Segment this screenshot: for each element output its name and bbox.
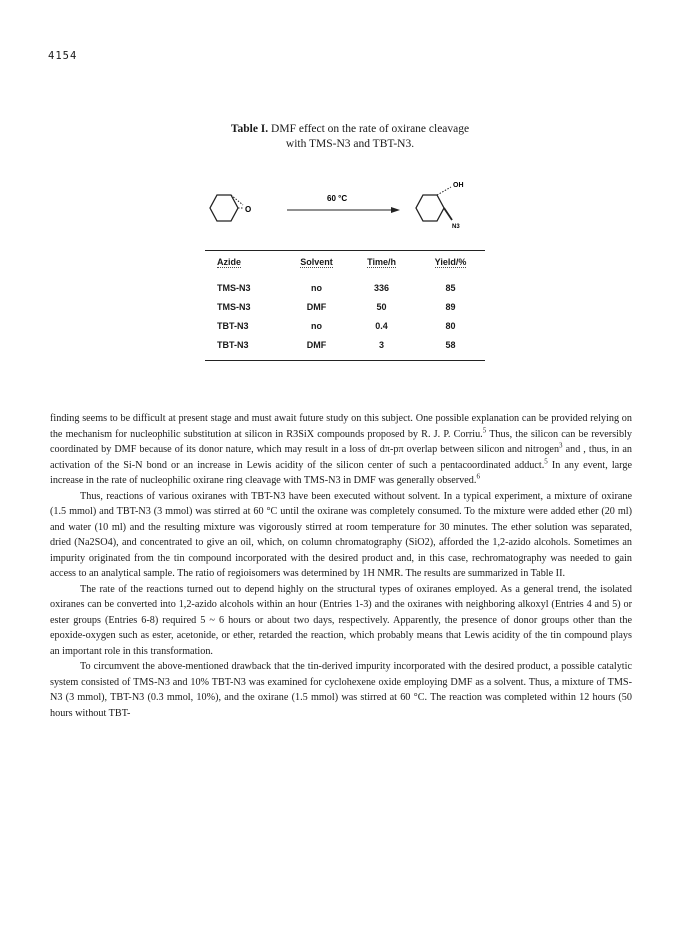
body-text	[50, 411, 632, 721]
product-n3-label: N3	[452, 224, 460, 230]
header-solvent: Solvent	[300, 257, 333, 267]
table-label: Table I.	[230, 123, 269, 135]
reaction-scheme	[195, 175, 495, 245]
table-bottom-rule	[205, 360, 485, 361]
cell-yield: 89	[445, 301, 456, 312]
paragraph-2: Thus, reactions of various oxiranes with TBT-N3 have been executed without solvent. In a typical experiment, a mixture of oxirane (1.5 mmol) and TBT-N3 (3 mmol) was stirred at 60 °C until the oxirane was completely consumed. To the mixture were added ether (20 ml) and water (10 ml) and the resulting mixture was vigorously stirred at room temperature for 30 minutes. The ether solution was separated, dried (Na2SO4), and concentrated to give an oil, which, on column chromatography (SiO2), afforded the 1,2-azido alcohols. Sometimes an impurity originated from the tin compound incorporated with the desired product and, in this case, rechromatography was needed to gain access to an analytical sample. The ratio of regioisomers was determined by 1H NMR. The results are summarized in Table II.	[50, 490, 632, 579]
p1-part-d: In any event, large increase in the rate of nucleophilic oxirane ring cleavage with TMS-N3 in DMF was generally observed.	[50, 459, 632, 486]
cell-yield: 58	[445, 339, 456, 350]
cell-azide: TMS-N3	[217, 282, 251, 293]
paragraph-3: The rate of the reactions turned out to depend highly on the structural types of oxiranes employed. As a general trend, the isolated oxiranes can be converted into 1,2-azido alcohols within an hour (Entries 1-3) and the oxiranes with neighboring alkoxyl (Entries 4 and 5) or ester groups (Entries 6-8) required 5 ~ 6 hours or about two days, respectively. Apparently, the presence of donor groups other than the epoxide-oxygen such as ester, acetonide, or ether, retarded the reaction, which probably means that Lewis acidity of the tin compound plays an important role in this transformation.	[50, 583, 632, 657]
page-number: 4154	[48, 50, 78, 62]
caption-line-1: DMF effect on the rate of oxirane cleavage	[268, 123, 470, 135]
header-time: Time/h	[367, 257, 396, 267]
product-oh-label: OH	[453, 182, 464, 189]
cell-azide: TBT-N3	[217, 320, 249, 331]
cell-azide: TBT-N3	[217, 339, 249, 350]
cell-time: 336	[374, 282, 390, 293]
cell-solvent: no	[311, 320, 323, 331]
cell-azide: TMS-N3	[217, 301, 251, 312]
cell-time: 50	[376, 301, 387, 312]
cell-time: 0.4	[375, 320, 388, 331]
caption-line-2: with TMS-N3 and TBT-N3.	[285, 138, 415, 150]
reactant-ring	[210, 195, 238, 221]
p1-part-a: finding seems to be difficult at present stage and must await future study on this subject. One possible explanation can be provided relying on the mechanism for nucleophilic substitution at silicon in R3SiX compounds proposed by R. J. P. Corriu.	[50, 413, 632, 440]
cell-yield: 85	[445, 282, 456, 293]
table-row	[205, 278, 485, 297]
cell-time: 3	[379, 339, 385, 350]
paragraph-1	[50, 411, 632, 489]
reference-5b: 5	[544, 457, 548, 466]
reference-3: 3	[559, 441, 563, 450]
reaction-condition: 60 °C	[327, 194, 348, 203]
table-row	[205, 316, 485, 335]
cell-solvent: no	[311, 282, 323, 293]
p1-part-c: and , thus, in an activation of the Si-N bond or an increase in Lewis acidity of the silicon center of such a pentacoordinated adduct.	[50, 444, 633, 471]
reactant-o-label: O	[245, 205, 252, 214]
cell-yield: 80	[445, 320, 456, 331]
table-row	[205, 297, 485, 316]
product-ring	[416, 195, 444, 221]
paragraph-4: To circumvent the above-mentioned drawback that the tin-derived impurity incorporated with the desired product, a possible catalytic system consisted of TMS-N3 and 10% TBT-N3 was examined for cyclohexene oxide employing DMF as a solvent. Thus, a mixture of TMS-N3 (3 mmol), TBT-N3 (0.3 mmol, 10%), and the oxirane (1.5 mmol) was stirred at 60 °C. The reaction was completed within 12 hours (50 hours without TBT-	[50, 661, 632, 719]
header-yield: Yield/%	[434, 257, 467, 267]
table-row	[205, 335, 485, 354]
reference-5: 5	[482, 426, 487, 435]
cell-solvent: DMF	[306, 301, 327, 312]
header-azide: Azide	[217, 257, 242, 267]
p1-part-b: Thus, the silicon can be reversibly coordinated by DMF because of its donor nature, which may result in a loss of dπ-pπ overlap between silicon and nitrogen	[50, 428, 632, 455]
reference-6: 6	[476, 472, 480, 481]
data-table	[205, 250, 485, 361]
table-caption	[160, 122, 540, 152]
cell-solvent: DMF	[306, 339, 327, 350]
table-header	[205, 251, 485, 272]
